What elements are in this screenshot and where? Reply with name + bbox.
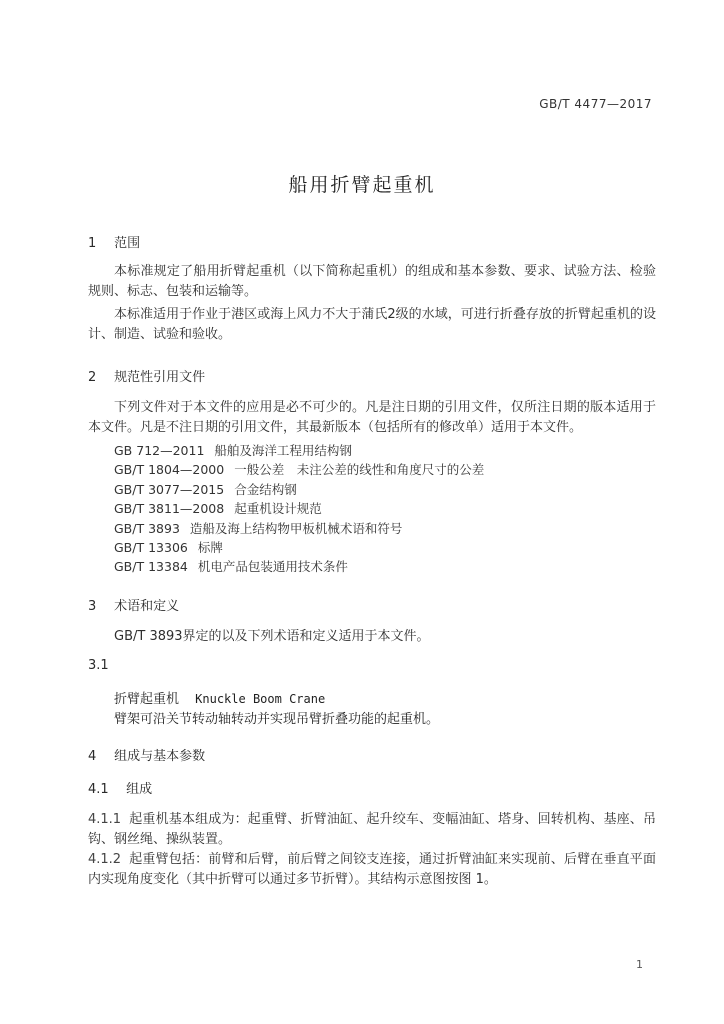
ref-title: 机电产品包装通用技术条件 [197, 559, 348, 575]
clause-number: 4.1.1 [88, 812, 122, 827]
ref-code: GB/T 13306 [114, 539, 188, 555]
normative-reference-list [114, 441, 484, 577]
section-1-heading [88, 232, 140, 251]
section-title: 组成与基本参数 [114, 749, 206, 764]
list-item [114, 441, 484, 460]
term-definition: 臂架可沿关节转动轴转动并实现吊臂折叠功能的起重机。 [114, 712, 440, 727]
subsection-4-1-heading [88, 778, 152, 797]
page-number: 1 [636, 958, 643, 971]
document-title: 船用折臂起重机 [288, 174, 436, 196]
section-number: 4 [88, 749, 97, 764]
section-3-heading [88, 595, 179, 614]
subsection-title: 组成 [126, 782, 153, 797]
clause-4-1-1 [88, 810, 656, 850]
section-title: 范围 [114, 236, 141, 251]
ref-code: GB/T 13384 [114, 559, 188, 575]
section-1-paragraph-2: 本标准适用于作业于港区或海上风力不大于蒲氏2级的水域，可进行折叠存放的折臂起重机的设计、制造、试验和验收。 [88, 307, 656, 342]
ref-title: 起重机设计规范 [234, 501, 322, 517]
clause-4-1-2 [88, 850, 656, 890]
clause-text: 起重机基本组成为：起重臂、折臂油缸、起升绞车、变幅油缸、塔身、回转机构、基座、吊钩、钢丝绳、操纵装置。 [88, 812, 656, 847]
ref-title: 造船及海上结构物甲板机械术语和符号 [189, 520, 403, 536]
subsection-number: 4.1 [88, 782, 109, 797]
ref-code: GB 712—2011 [114, 443, 205, 458]
section-number: 2 [88, 370, 97, 385]
section-title: 规范性引用文件 [114, 370, 206, 385]
ref-title: 船舶及海洋工程用结构钢 [214, 443, 352, 458]
ref-code: GB/T 1804—2000 [114, 462, 225, 478]
list-item [114, 519, 484, 538]
clause-text: 起重臂包括：前臂和后臂，前后臂之间铰支连接，通过折臂油缸来实现前、后臂在垂直平面内实现角度变化（其中折臂可以通过多节折臂）。其结构示意图按图 1。 [88, 852, 656, 887]
ref-code: GB/T 3811—2008 [114, 501, 225, 517]
section-3-intro: GB/T 3893界定的以及下列术语和定义适用于本文件。 [114, 629, 430, 644]
subsection-3-1-number: 3.1 [88, 658, 109, 673]
section-2-intro: 下列文件对于本文件的应用是必不可少的。凡是注日期的引用文件，仅所注日期的版本适用于本文件。凡是不注日期的引用文件，其最新版本（包括所有的修改单）适用于本文件。 [88, 400, 656, 435]
ref-title: 一般公差 未注公差的线性和角度尺寸的公差 [234, 462, 485, 478]
term-english: Knuckle Boom Crane [195, 692, 326, 706]
ref-title: 合金结构钢 [234, 481, 297, 497]
section-4-heading [88, 745, 205, 764]
document-number: GB/T 4477—2017 [539, 97, 652, 111]
section-number: 1 [88, 236, 97, 251]
section-title: 术语和定义 [114, 599, 180, 614]
ref-code: GB/T 3077—2015 [114, 481, 225, 497]
section-2-heading [88, 366, 205, 385]
section-1-paragraph-1: 本标准规定了船用折臂起重机（以下简称起重机）的组成和基本参数、要求、试验方法、检验规则、标志、包装和运输等。 [88, 264, 656, 299]
ref-code: GB/T 3893 [114, 520, 180, 536]
list-item [114, 499, 484, 518]
list-item [114, 480, 484, 499]
list-item [114, 538, 484, 557]
term-entry [114, 688, 325, 707]
term-chinese: 折臂起重机 [114, 692, 180, 707]
section-number: 3 [88, 599, 97, 614]
list-item [114, 557, 484, 576]
clause-number: 4.1.2 [88, 852, 122, 867]
ref-title: 标牌 [197, 539, 223, 555]
list-item [114, 460, 484, 479]
